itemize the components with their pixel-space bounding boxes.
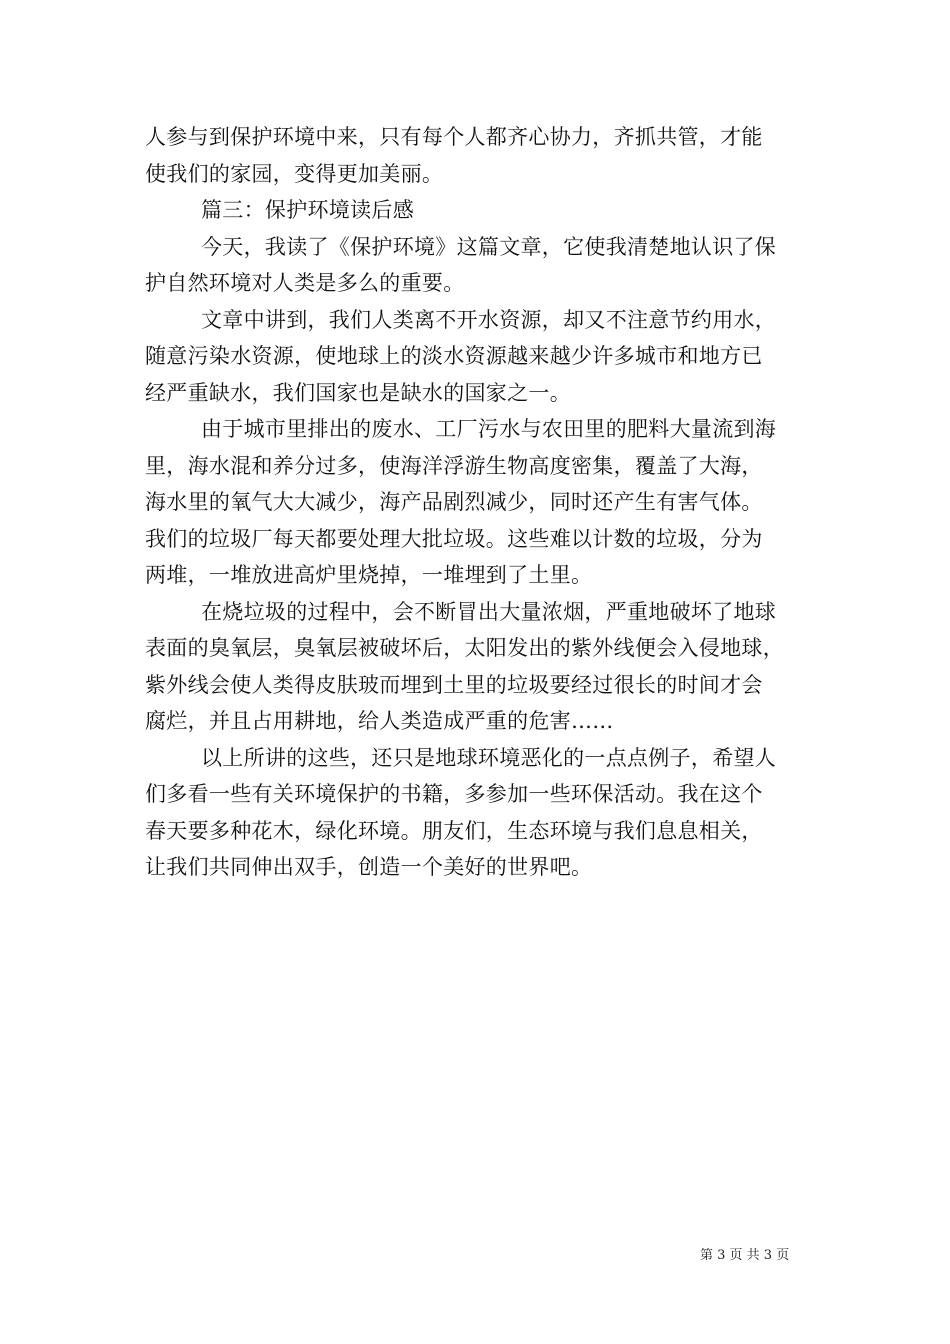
- document-body: [145, 119, 815, 886]
- text-line: 里，海水混和养分过多，使海洋浮游生物高度密集，覆盖了大海，: [145, 453, 763, 478]
- text-line: 腐烂，并且占用耕地，给人类造成严重的危害……: [145, 709, 614, 733]
- text-line: 们多看一些有关环境保护的书籍，多参加一些环保活动。我在这个: [145, 782, 763, 806]
- text-line: 我们的垃圾厂每天都要处理大批垃圾。这些难以计数的垃圾，分为: [145, 526, 763, 551]
- text-line: 经严重缺水，我们国家也是缺水的国家之一。: [145, 380, 571, 405]
- text-line: 文章中讲到，我们人类离不开水资源，却又不注意节约用水，: [201, 307, 777, 332]
- text-line: 两堆，一堆放进高炉里烧掉，一堆埋到了土里。: [145, 563, 593, 587]
- text-line: 人参与到保护环境中来，只有每个人都齐心协力，齐抓共管，才能: [145, 125, 763, 149]
- section-heading: 篇三：保护环境读后感: [201, 198, 414, 222]
- text-line: 使我们的家园，变得更加美丽。: [145, 161, 444, 186]
- text-line: 让我们共同伸出双手，创造一个美好的世界吧。: [145, 855, 593, 879]
- text-line: 今天，我读了《保护环境》这篇文章，它使我清楚地认识了保: [201, 234, 777, 259]
- text-line: 以上所讲的这些，还只是地球环境恶化的一点点例子，希望人: [201, 745, 777, 770]
- text-line: 在烧垃圾的过程中，会不断冒出大量浓烟，严重地破坏了地球: [201, 599, 777, 624]
- text-line: 春天要多种花木，绿化环境。朋友们，生态环境与我们息息相关，: [145, 818, 763, 843]
- text-line: 随意污染水资源，使地球上的淡水资源越来越少许多城市和地方已: [145, 344, 763, 368]
- text-line: 由于城市里排出的废水、工厂污水与农田里的肥料大量流到海: [201, 417, 777, 441]
- text-line: 表面的臭氧层，臭氧层被破坏后，太阳发出的紫外线便会入侵地球，: [145, 636, 784, 660]
- text-line: 护自然环境对人类是多么的重要。: [145, 271, 465, 295]
- text-line: 海水里的氧气大大减少，海产品剧烈减少，同时还产生有害气体。: [145, 490, 763, 514]
- text-line: 紫外线会使人类得皮肤玻而埋到土里的垃圾要经过很长的时间才会: [145, 672, 763, 697]
- page-number-footer: 第 3 页 共 3 页: [700, 1248, 790, 1263]
